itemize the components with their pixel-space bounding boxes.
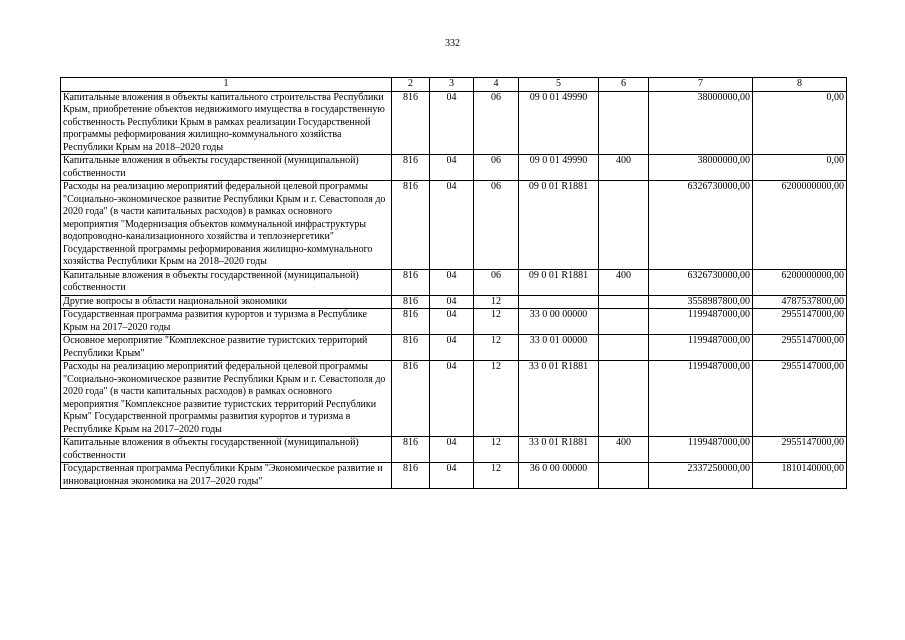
amount-col-8: 0,00 <box>753 155 847 181</box>
expense-type-code <box>599 91 649 155</box>
column-header: 2 <box>392 78 430 92</box>
item-name: Капитальные вложения в объекты государственной (муниципальной) собственности <box>61 155 392 181</box>
expense-type-code: 400 <box>599 269 649 295</box>
table-header <box>61 78 847 92</box>
amount-col-8: 4787537800,00 <box>753 295 847 309</box>
table-row <box>61 437 847 463</box>
table-body <box>61 91 847 489</box>
subsection-code: 12 <box>474 463 519 489</box>
subsection-code: 06 <box>474 181 519 270</box>
section-code: 04 <box>430 361 474 437</box>
expense-type-code <box>599 309 649 335</box>
subsection-code: 12 <box>474 309 519 335</box>
ministry-code: 816 <box>392 361 430 437</box>
expense-type-code <box>599 463 649 489</box>
subsection-code: 06 <box>474 91 519 155</box>
subsection-code: 06 <box>474 155 519 181</box>
ministry-code: 816 <box>392 309 430 335</box>
budget-table <box>60 77 847 489</box>
target-article-code: 33 0 01 R1881 <box>519 361 599 437</box>
amount-col-7: 6326730000,00 <box>649 269 753 295</box>
section-code: 04 <box>430 335 474 361</box>
item-name: Другие вопросы в области национальной экономики <box>61 295 392 309</box>
amount-col-8: 2955147000,00 <box>753 309 847 335</box>
item-name: Государственная программа развития курортов и туризма в Республике Крым на 2017–2020 годы <box>61 309 392 335</box>
section-code: 04 <box>430 91 474 155</box>
target-article-code: 09 0 01 49990 <box>519 155 599 181</box>
item-name: Капитальные вложения в объекты государственной (муниципальной) собственности <box>61 437 392 463</box>
section-code: 04 <box>430 463 474 489</box>
amount-col-7: 1199487000,00 <box>649 335 753 361</box>
expense-type-code <box>599 361 649 437</box>
item-name: Государственная программа Республики Крым "Экономическое развитие и инновационная экономика на 2017–2020 годы" <box>61 463 392 489</box>
table-row <box>61 309 847 335</box>
amount-col-7: 3558987800,00 <box>649 295 753 309</box>
amount-col-7: 1199487000,00 <box>649 361 753 437</box>
item-name: Основное мероприятие "Комплексное развитие туристских территорий Республики Крым" <box>61 335 392 361</box>
item-name: Капитальные вложения в объекты капитального строительства Республики Крым, приобретение объектов недвижимого имущества в государственную собственность Республики Крым в рамках реализации Государственной программы реформирования жилищно-коммунального хозяйства Республики Крым на 2018–2020 годы <box>61 91 392 155</box>
subsection-code: 06 <box>474 269 519 295</box>
section-code: 04 <box>430 155 474 181</box>
item-name: Расходы на реализацию мероприятий федеральной целевой программы "Социально-экономическое развитие Республики Крым и г. Севастополя до 2020 года" (в части капитальных расходов) в рамках основного мероприятия "Модернизация объектов коммунальной инфраструктуры водопроводно-канализационного хозяйства и теплоэнергетики" Государственной программы реформирования жилищно-коммунального хозяйства Республики Крым на 2018–2020 годы <box>61 181 392 270</box>
subsection-code: 12 <box>474 361 519 437</box>
item-name: Капитальные вложения в объекты государственной (муниципальной) собственности <box>61 269 392 295</box>
amount-col-7: 38000000,00 <box>649 91 753 155</box>
expense-type-code <box>599 335 649 361</box>
ministry-code: 816 <box>392 269 430 295</box>
target-article-code <box>519 295 599 309</box>
amount-col-8: 6200000000,00 <box>753 181 847 270</box>
section-code: 04 <box>430 269 474 295</box>
ministry-code: 816 <box>392 155 430 181</box>
expense-type-code <box>599 181 649 270</box>
ministry-code: 816 <box>392 335 430 361</box>
target-article-code: 09 0 01 R1881 <box>519 181 599 270</box>
amount-col-8: 0,00 <box>753 91 847 155</box>
subsection-code: 12 <box>474 437 519 463</box>
amount-col-8: 2955147000,00 <box>753 437 847 463</box>
subsection-code: 12 <box>474 335 519 361</box>
target-article-code: 36 0 00 00000 <box>519 463 599 489</box>
target-article-code: 09 0 01 49990 <box>519 91 599 155</box>
amount-col-8: 2955147000,00 <box>753 335 847 361</box>
target-article-code: 33 0 01 00000 <box>519 335 599 361</box>
column-header: 1 <box>61 78 392 92</box>
ministry-code: 816 <box>392 295 430 309</box>
expense-type-code: 400 <box>599 437 649 463</box>
column-header: 5 <box>519 78 599 92</box>
section-code: 04 <box>430 295 474 309</box>
column-header: 3 <box>430 78 474 92</box>
header-row <box>61 78 847 92</box>
column-header: 8 <box>753 78 847 92</box>
table-row <box>61 91 847 155</box>
target-article-code: 33 0 00 00000 <box>519 309 599 335</box>
subsection-code: 12 <box>474 295 519 309</box>
column-header: 7 <box>649 78 753 92</box>
expense-type-code <box>599 295 649 309</box>
target-article-code: 09 0 01 R1881 <box>519 269 599 295</box>
table-row <box>61 269 847 295</box>
expense-type-code: 400 <box>599 155 649 181</box>
amount-col-7: 1199487000,00 <box>649 437 753 463</box>
table-row <box>61 181 847 270</box>
ministry-code: 816 <box>392 181 430 270</box>
table-row <box>61 155 847 181</box>
amount-col-7: 38000000,00 <box>649 155 753 181</box>
item-name: Расходы на реализацию мероприятий федеральной целевой программы "Социально-экономическое развитие Республики Крым и г. Севастополя до 2020 года" (в части капитальных расходов) в рамках основного мероприятия "Комплексное развитие туристских территорий Республики Крым" Государственной программы развития курортов и туризма в Республике Крым на 2017–2020 годы <box>61 361 392 437</box>
table-row <box>61 361 847 437</box>
amount-col-8: 1810140000,00 <box>753 463 847 489</box>
amount-col-7: 6326730000,00 <box>649 181 753 270</box>
ministry-code: 816 <box>392 91 430 155</box>
column-header: 6 <box>599 78 649 92</box>
target-article-code: 33 0 01 R1881 <box>519 437 599 463</box>
page-number: 332 <box>445 38 460 49</box>
section-code: 04 <box>430 181 474 270</box>
amount-col-8: 6200000000,00 <box>753 269 847 295</box>
section-code: 04 <box>430 309 474 335</box>
column-header: 4 <box>474 78 519 92</box>
ministry-code: 816 <box>392 463 430 489</box>
table-row <box>61 463 847 489</box>
amount-col-8: 2955147000,00 <box>753 361 847 437</box>
ministry-code: 816 <box>392 437 430 463</box>
amount-col-7: 1199487000,00 <box>649 309 753 335</box>
section-code: 04 <box>430 437 474 463</box>
amount-col-7: 2337250000,00 <box>649 463 753 489</box>
table-row <box>61 335 847 361</box>
table-row <box>61 295 847 309</box>
